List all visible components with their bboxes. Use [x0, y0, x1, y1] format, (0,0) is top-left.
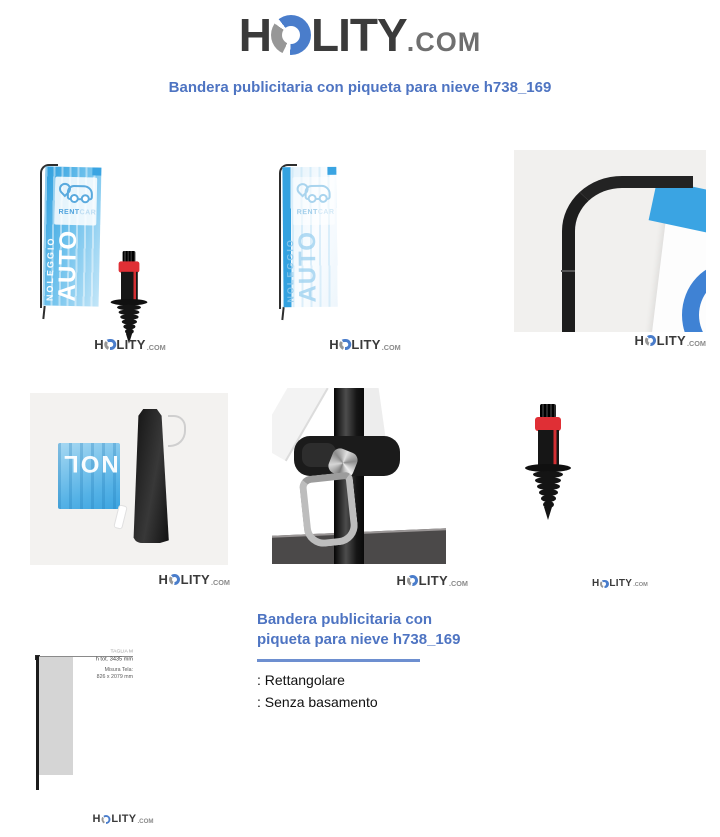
car-icon: [67, 185, 93, 201]
canvas-size-value: 826 x 2079 mm: [96, 672, 133, 680]
holity-watermark: H LITY .COM: [329, 337, 401, 352]
flag-graphic: [43, 166, 102, 306]
carabiner-graphic: [298, 471, 359, 548]
attribute-base: : Senza basamento: [257, 693, 378, 710]
rentcar-logo: [54, 177, 97, 226]
folded-flag-text: NOL: [62, 450, 119, 477]
carry-bag-graphic: [132, 409, 172, 543]
holity-watermark: H LITY .COM: [92, 813, 154, 825]
flag-text: [46, 230, 81, 302]
flag-pole-foot-graphic: [281, 307, 284, 320]
page-title: Bandera publicitaria con piqueta para nieve h738_169: [168, 79, 552, 96]
canvas-size-caption: Misura Tela:: [104, 666, 133, 673]
attribute-shape: : Rettangolare: [257, 671, 345, 688]
holity-watermark: H LITY .COM: [634, 333, 706, 348]
flag-side-text: NOLEGGIO: [44, 236, 56, 302]
pole-joint-graphic: [561, 270, 575, 272]
product-technical-drawing[interactable]: [8, 628, 238, 833]
product-details: [257, 610, 462, 711]
ground-stake-graphic: [525, 404, 571, 520]
logo-letter-h: H: [238, 9, 272, 61]
dimension-labels: [52, 648, 133, 680]
product-image-flag-with-stake[interactable]: [20, 148, 240, 353]
flag-main-text: AUTO: [53, 230, 83, 303]
product-image-carry-bag[interactable]: [30, 390, 230, 590]
flag-pole-foot-graphic: [42, 306, 45, 319]
product-image-clamp-closeup[interactable]: [272, 388, 472, 590]
flag-tab-graphic: [92, 167, 101, 175]
holity-watermark: H LITY .COM: [158, 572, 230, 587]
product-image-stake-closeup[interactable]: [497, 390, 705, 595]
size-label: TAGLIA M: [110, 648, 133, 654]
flag-text: [286, 231, 321, 303]
product-image-pole-corner-closeup[interactable]: [500, 150, 708, 350]
product-details-title: Bandera publicitaria con piqueta para nieve h738_169: [257, 611, 461, 648]
flag-main-text: AUTO: [293, 231, 322, 304]
curved-pole-graphic: [562, 176, 693, 332]
product-image-flag-only[interactable]: [255, 148, 475, 353]
holity-watermark: H LITY .COM: [592, 578, 648, 589]
flag-tab-graphic: [327, 167, 336, 175]
title-underline: [257, 659, 420, 662]
clamp-photo: [272, 388, 446, 564]
rentcar-label: RENTCAR: [296, 208, 335, 217]
ground-stake-graphic: [111, 251, 148, 344]
car-icon: [305, 185, 331, 200]
pole-corner-photo: [514, 150, 706, 332]
rentcar-label: RENTCAR: [58, 208, 97, 217]
rentcar-logo: [292, 177, 334, 225]
logo-suffix: .COM: [406, 27, 482, 57]
holity-o-icon: [271, 15, 311, 55]
logo-letters-lity: LITY: [311, 9, 407, 61]
flag-side-text: NOLEGGIO: [285, 238, 296, 304]
drawstring-graphic: [168, 415, 186, 447]
holity-watermark: H LITY .COM: [94, 337, 166, 352]
holity-logo[interactable]: [0, 9, 720, 61]
total-height-label: h tot. 3435 mm: [95, 655, 133, 662]
carry-bag-photo: [30, 393, 228, 565]
holity-watermark: H LITY .COM: [396, 573, 468, 588]
folded-flag-graphic: [58, 443, 120, 509]
flag-graphic: [282, 167, 337, 307]
